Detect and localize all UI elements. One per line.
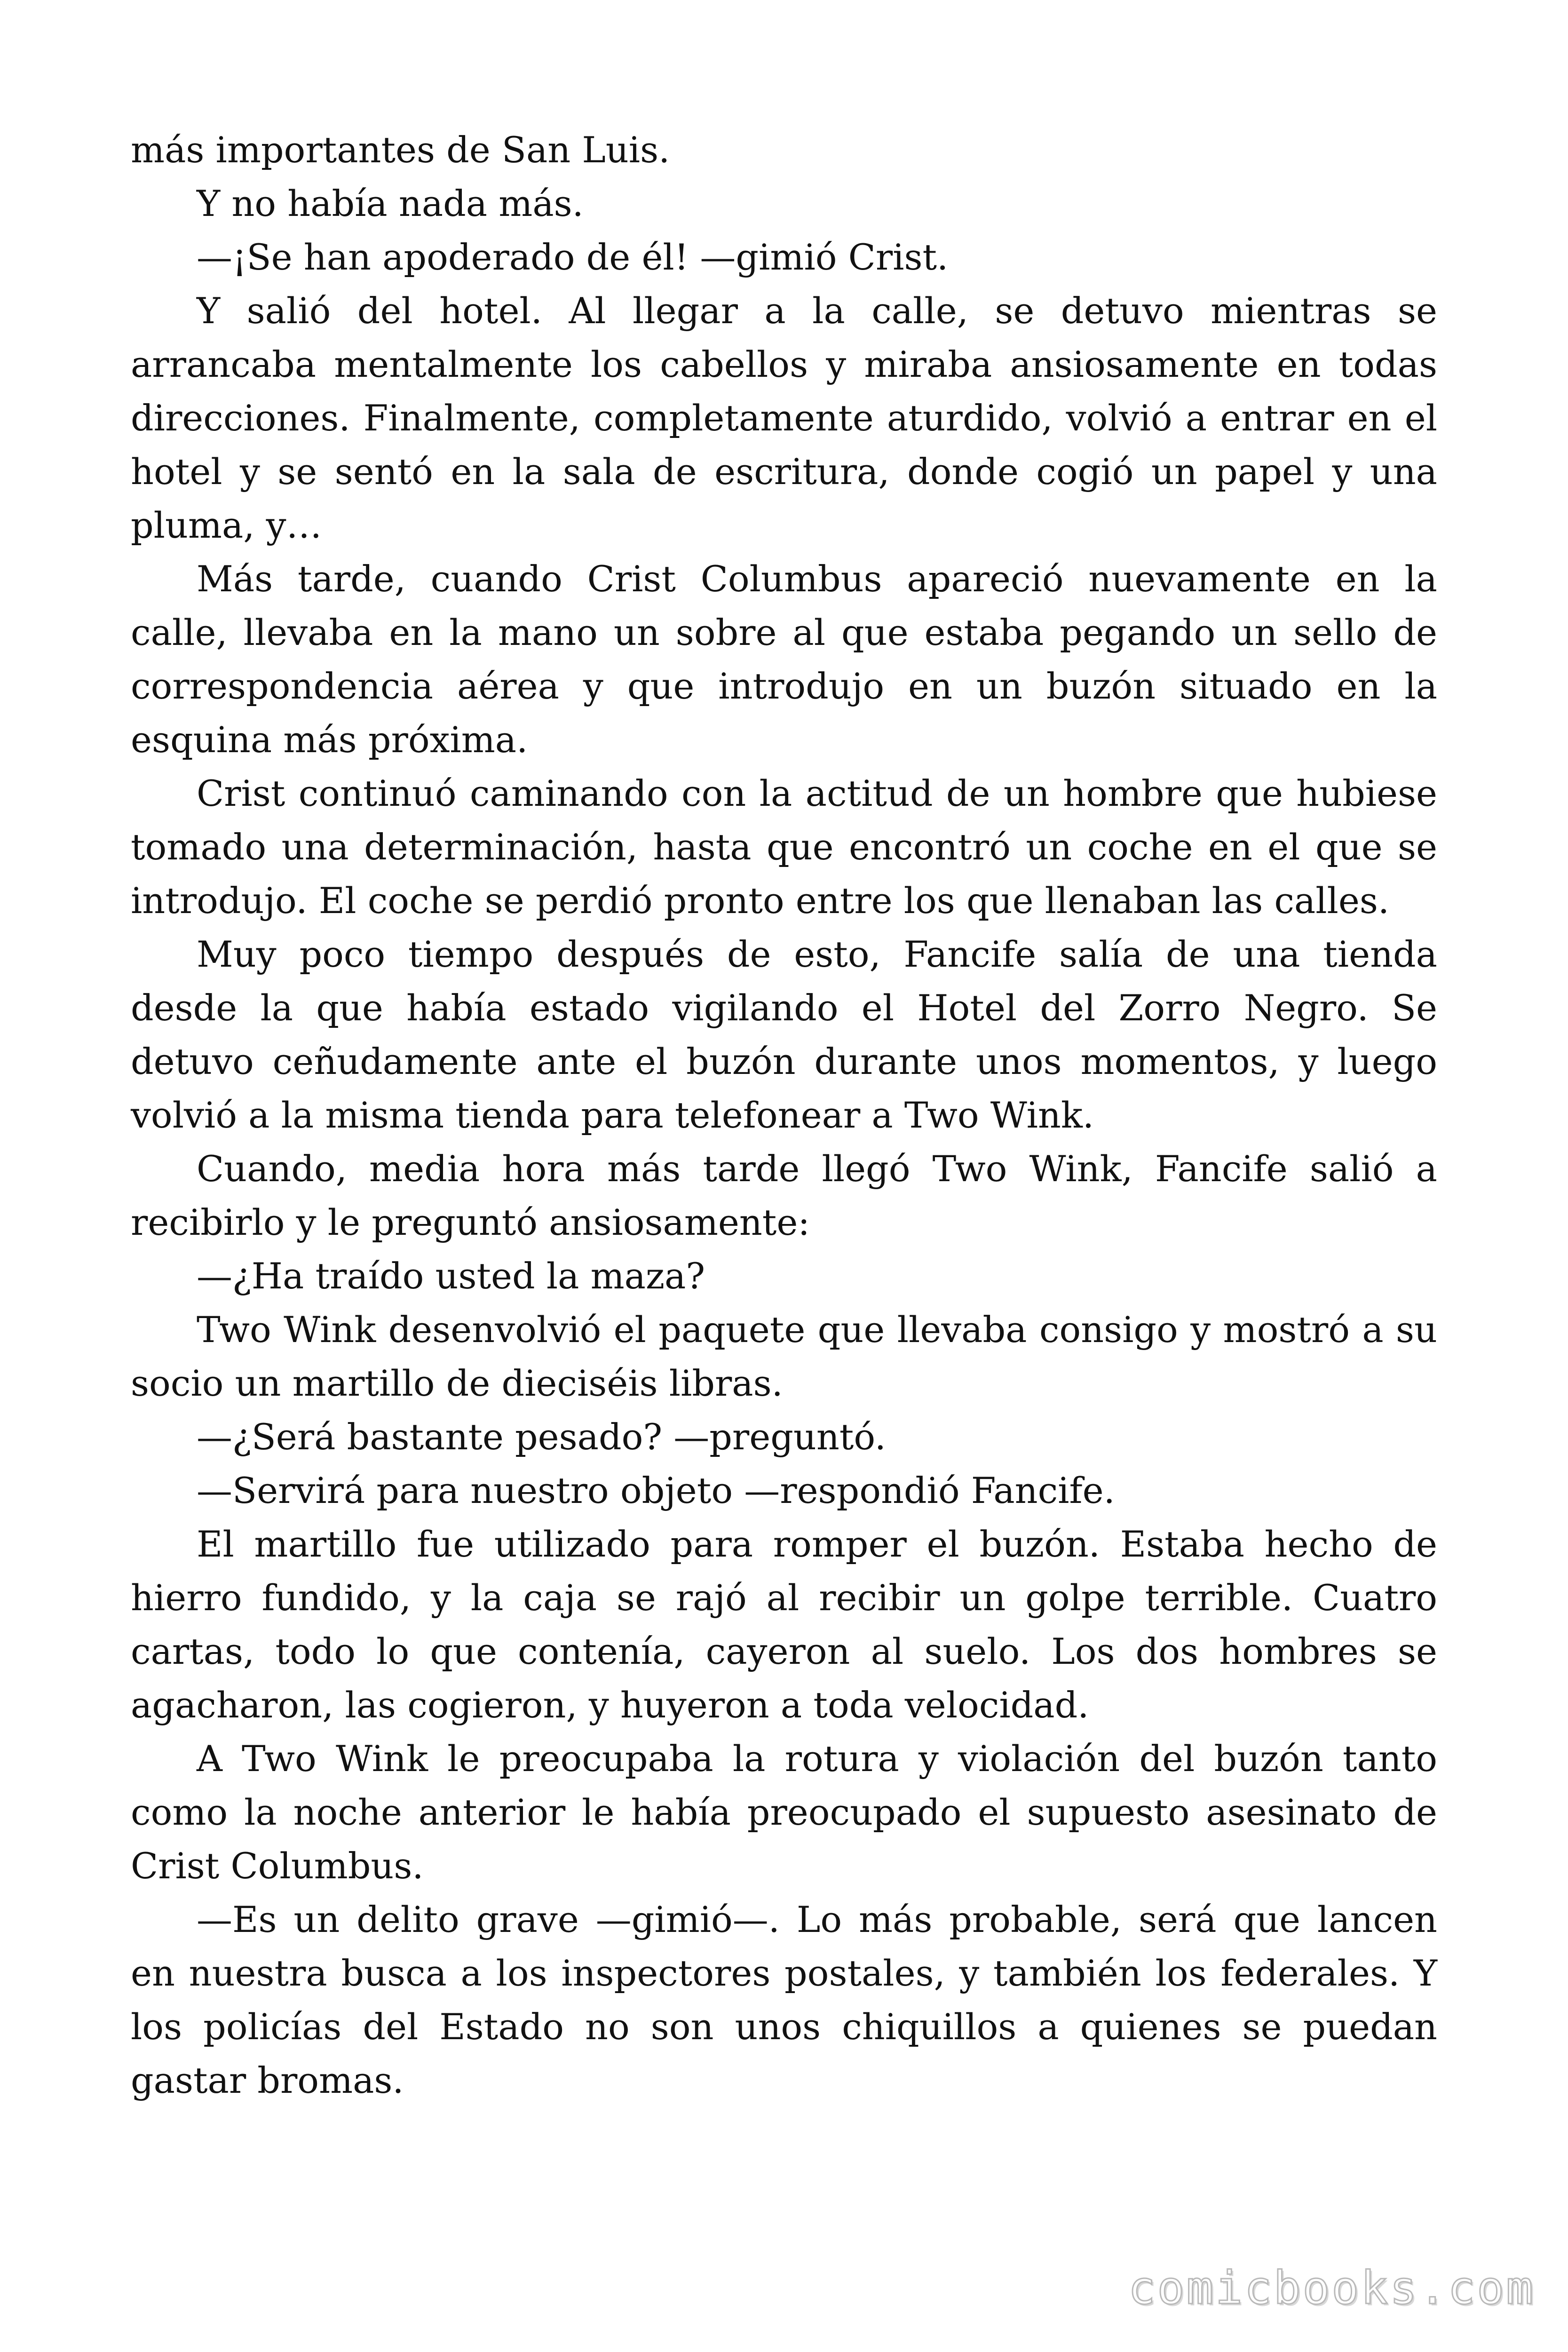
paragraph: Two Wink desenvolvió el paquete que llevaba consigo y mostró a su socio un martillo de dieciséis libras. <box>131 1309 1437 1404</box>
paragraph: Cuando, media hora más tarde llegó Two Wink, Fancife salió a recibirlo y le preguntó ansiosamente: <box>131 1148 1437 1243</box>
paragraph: Más tarde, cuando Crist Columbus apareció nuevamente en la calle, llevaba en la mano un sobre al que estaba pegando un sello de correspondencia aérea y que introdujo en un buzón situado en la esquina más próxima. <box>131 558 1437 761</box>
paragraph-dialogue: —¡Se han apoderado de él! —gimió Crist. <box>197 236 949 278</box>
paragraph: Y salió del hotel. Al llegar a la calle, se detuvo mientras se arrancaba mentalmente los cabellos y miraba ansiosamente en todas direcciones. Finalmente, completamente aturdido, volvió a entrar en el hotel y se sentó en la sala de escritura, donde cogió un papel y una pluma, y… <box>131 290 1437 546</box>
paragraph: Muy poco tiempo después de esto, Fancife salía de una tienda desde la que había estado vigilando el Hotel del Zorro Negro. Se detuvo ceñudamente ante el buzón durante unos momentos, y luego volvió a la misma tienda para telefonear a Two Wink. <box>131 933 1437 1136</box>
paragraph: El martillo fue utilizado para romper el buzón. Estaba hecho de hierro fundido, y la caja se rajó al recibir un golpe terrible. Cuatro cartas, todo lo que contenía, cayeron al suelo. Los dos hombres se agacharon, las cogieron, y huyeron a toda velocidad. <box>131 1523 1437 1726</box>
body-text <box>131 123 1437 2107</box>
paragraph: Y no había nada más. <box>197 183 584 224</box>
paragraph: A Two Wink le preocupaba la rotura y violación del buzón tanto como la noche anterior le había preocupado el supuesto asesinato de Crist Columbus. <box>131 1738 1437 1887</box>
paragraph-dialogue: —¿Será bastante pesado? —preguntó. <box>197 1416 886 1458</box>
paragraph-dialogue: —¿Ha traído usted la maza? <box>197 1255 705 1297</box>
paragraph-dialogue: —Servirá para nuestro objeto —respondió Fancife. <box>197 1470 1115 1511</box>
paragraph-dialogue: —Es un delito grave —gimió—. Lo más probable, será que lancen en nuestra busca a los inspectores postales, y también los federales. Y los policías del Estado no son unos chiquillos a quienes se puedan gastar bromas. <box>131 1899 1437 2101</box>
watermark-logo: comicbooks.com <box>1128 2262 1535 2314</box>
paragraph-continued: más importantes de San Luis. <box>131 129 670 171</box>
paragraph: Crist continuó caminando con la actitud de un hombre que hubiese tomado una determinación, hasta que encontró un coche en el que se introdujo. El coche se perdió pronto entre los que llenaban las calles. <box>131 772 1437 922</box>
